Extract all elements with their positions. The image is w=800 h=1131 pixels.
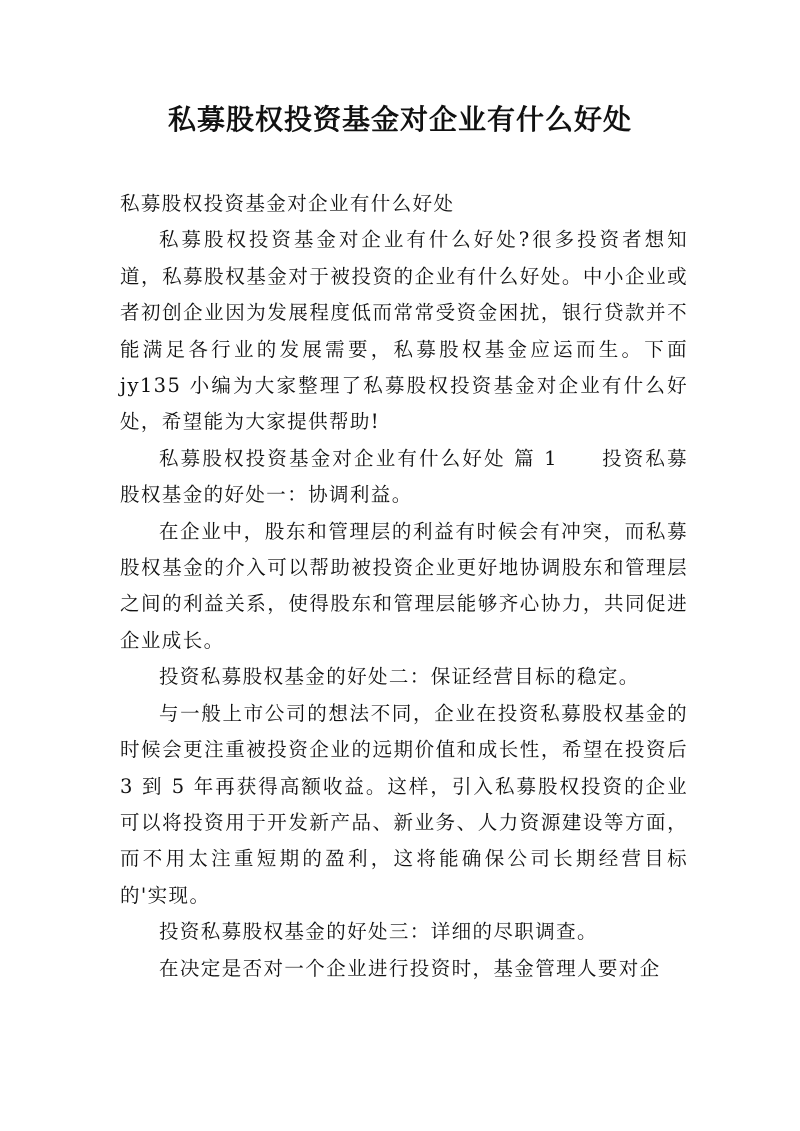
paragraph-benefit-2-heading: 投资私募股权基金的好处二：保证经营目标的稳定。 [159, 665, 640, 689]
paragraph-benefit-2-detail: 与一般上市公司的想法不同，企业在投资私募股权基金的时候会更注重被投资企业的远期价值和成长性，希望在投资后 3 到 5 年再获得高额收益。这样，引入私募股权投资的企业可以将投资用于开发新产品、新业务、人力资源建设等方面，而不用太注重短期的盈利，这将能确保公司长期经营目标的'实现。 [120, 701, 688, 907]
paragraph-benefit-3-heading: 投资私募股权基金的好处三：详细的尽职调查。 [159, 920, 598, 944]
paragraph-benefit-3-detail: 在决定是否对一个企业进行投资时，基金管理人要对企 [159, 956, 661, 980]
paragraph-benefit-1-detail: 在企业中，股东和管理层的利益有时候会有冲突，而私募股权基金的介入可以帮助被投资企业更好地协调股东和管理层之间的利益关系，使得股东和管理层能够齐心协力，共同促进企业成长。 [120, 519, 688, 652]
document-body [120, 186, 688, 987]
document-title: 私募股权投资基金对企业有什么好处 [167, 103, 632, 136]
document-subtitle: 私募股权投资基金对企业有什么好处 [120, 192, 455, 215]
paragraph-section-1-benefit-1: 私募股权投资基金对企业有什么好处 篇 1 投资私募股权基金的好处一：协调利益。 [120, 446, 688, 507]
paragraph-intro: 私募股权投资基金对企业有什么好处?很多投资者想知道，私募股权基金对于被投资的企业有什么好处。中小企业或者初创企业因为发展程度低而常常受资金困扰，银行贷款并不能满足各行业的发展需要，私募股权基金应运而生。下面 jy135 小编为大家整理了私募股权投资基金对企业有什么好处，希望能为大家提供帮助! [120, 228, 688, 434]
